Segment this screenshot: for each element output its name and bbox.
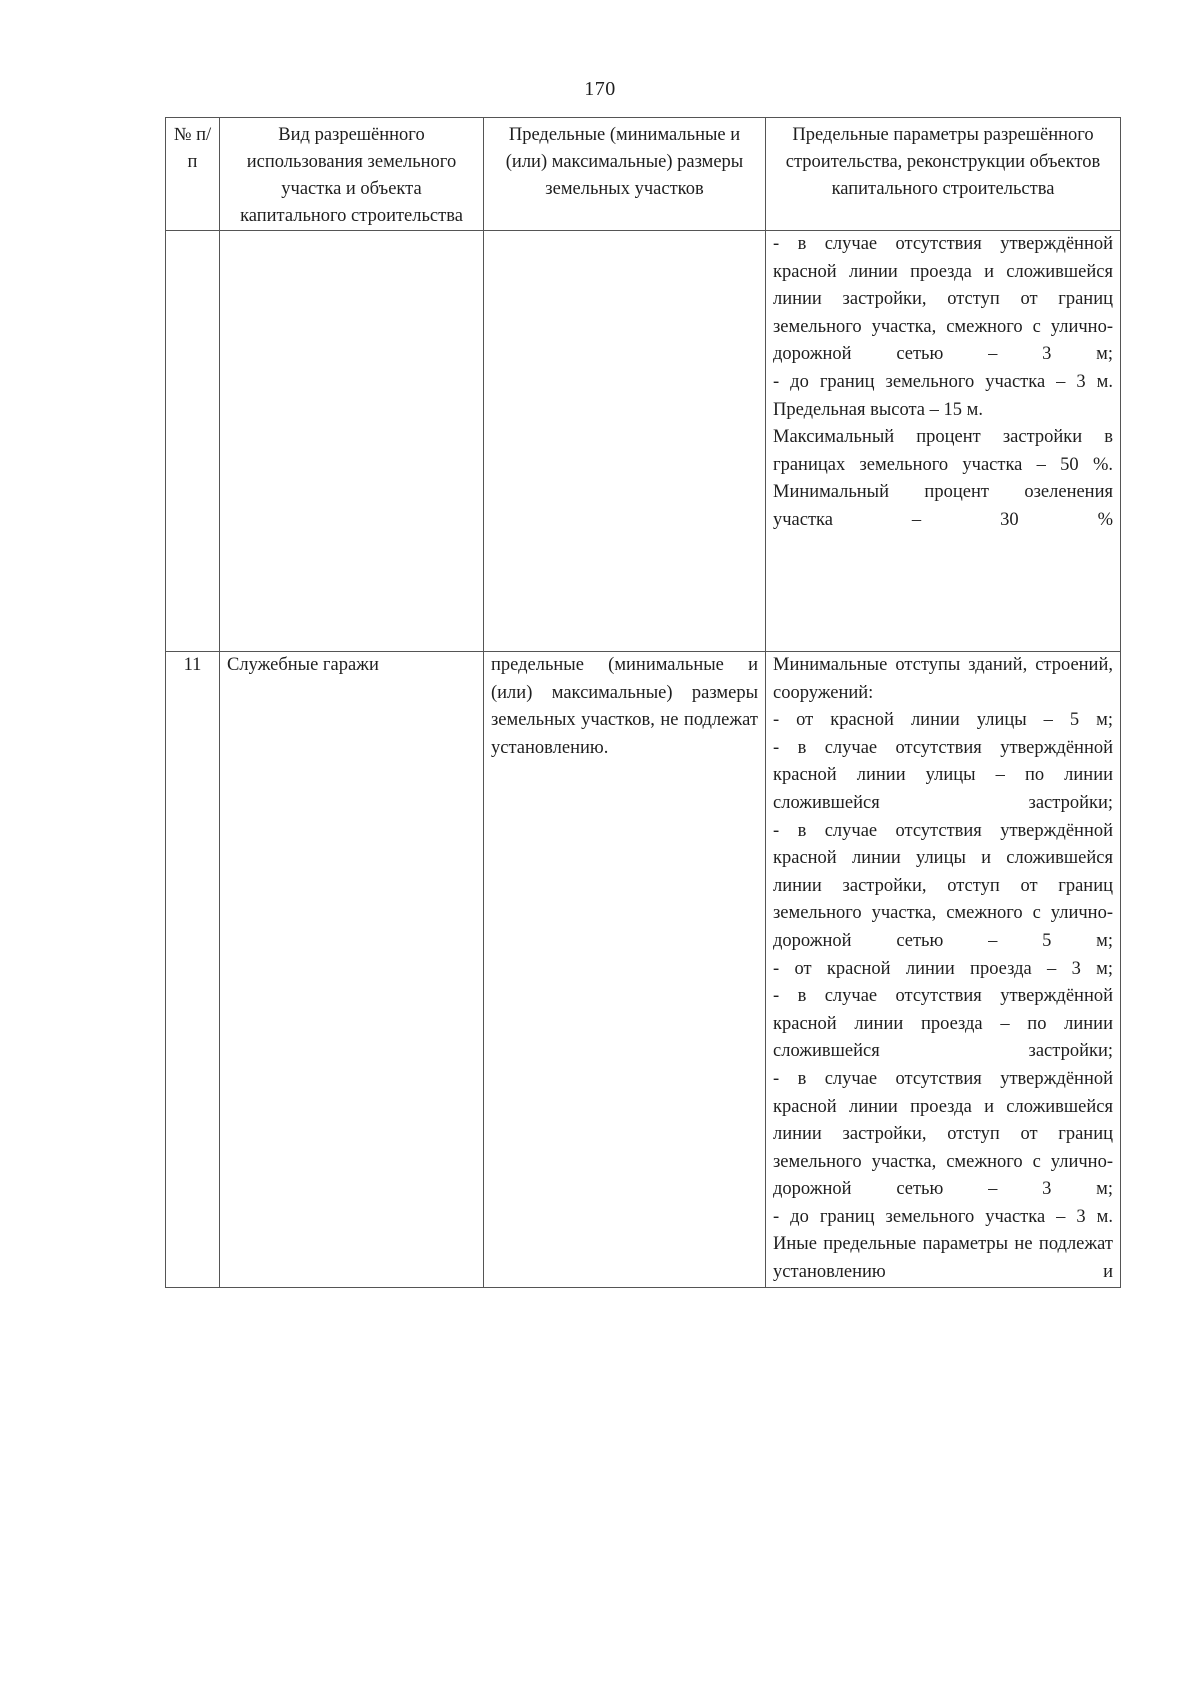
param-paragraph: - от красной линии улицы – 5 м; <box>773 710 1113 731</box>
param-paragraph: - от красной линии проезда – 3 м; <box>773 958 1113 979</box>
param-paragraph: - в случае отсутствия утверждённой красной линии проезда и сложившейся линии застройки, отступ от границ земельного участка, смежного с улично-дорожной сетью – 3 м; <box>773 1068 1113 1200</box>
param-paragraph: - до границ земельного участка – 3 м. <box>773 371 1113 392</box>
header-plot-size: Предельные (минимальные и (или) максимальные) размеры земельных участков <box>484 118 766 231</box>
param-paragraph: Максимальный процент застройки в границах земельного участка – 50 %. <box>773 427 1113 475</box>
table-row-continuation <box>166 231 1121 652</box>
param-paragraph: - в случае отсутствия утверждённой красной линии проезда и сложившейся линии застройки, отступ от границ земельного участка, смежного с улично-дорожной сетью – 3 м; <box>773 234 1113 365</box>
cell-size-empty <box>484 231 766 652</box>
param-paragraph: Предельная высота – 15 м. <box>773 399 983 420</box>
land-use-regulations-table <box>165 117 1121 1288</box>
page-number: 170 <box>584 78 616 100</box>
param-paragraph: - в случае отсутствия утверждённой красной линии улицы и сложившейся линии застройки, отступ от границ земельного участка, смежного с улично-дорожной сетью – 5 м; <box>773 820 1113 951</box>
cell-number: 11 <box>166 652 220 1288</box>
cell-type-empty <box>220 231 484 652</box>
cell-plot-size <box>484 652 766 1288</box>
param-paragraph: - в случае отсутствия утверждённой красной линии проезда – по линии сложившейся застройки; <box>773 986 1113 1062</box>
cell-params-continuation <box>766 231 1121 652</box>
table-row-11 <box>166 652 1121 1288</box>
param-paragraph: - до границ земельного участка – 3 м. <box>773 1206 1113 1227</box>
param-paragraph: Минимальные отступы зданий, строений, сооружений: <box>773 655 1113 703</box>
header-number: № п/п <box>166 118 220 231</box>
param-paragraph: - в случае отсутствия утверждённой красной линии улицы – по линии сложившейся застройки; <box>773 737 1113 813</box>
cell-use-type: Служебные гаражи <box>220 652 484 1288</box>
header-use-type: Вид разрешённого использования земельного участка и объекта капитального строительства <box>220 118 484 231</box>
param-paragraph: Иные предельные параметры не подлежат установлению и <box>773 1234 1113 1283</box>
param-paragraph: Минимальный процент озеленения участка – 30 % <box>773 482 1113 530</box>
header-build-params: Предельные параметры разрешённого строительства, реконструкции объектов капитального строительства <box>766 118 1121 231</box>
cell-build-params <box>766 652 1121 1288</box>
table-header-row <box>166 118 1121 231</box>
cell-number-empty <box>166 231 220 652</box>
plot-size-text: предельные (минимальные и (или) максимальные) размеры земельных участков, не подлежат установлению. <box>491 655 758 758</box>
